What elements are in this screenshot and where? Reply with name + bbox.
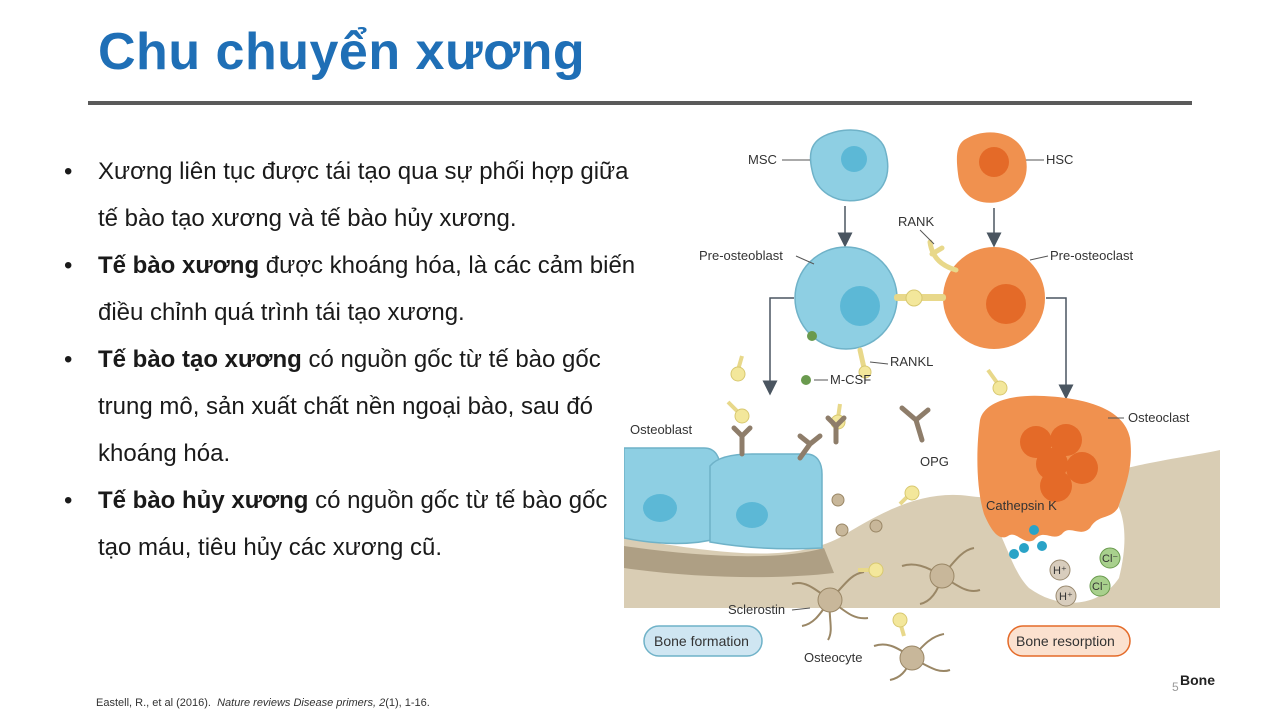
figure-brand: Bone <box>1180 672 1215 688</box>
matrix-particle <box>832 494 844 506</box>
pre-osteoblast-nucleus <box>840 286 880 326</box>
osteoclast-label: Osteoclast <box>1128 410 1190 425</box>
sclerostin-leader-line <box>792 608 810 610</box>
cathepsin-dot <box>1029 525 1039 535</box>
bone-remodeling-figure <box>624 118 1220 700</box>
pre-osteoblast-label: Pre-osteoblast <box>699 248 783 263</box>
bullet-dot: • <box>64 252 73 279</box>
bullet-item <box>62 336 642 477</box>
h-ion-label: H⁺ <box>1059 591 1073 603</box>
citation-authors: Eastell, R., et al (2016). <box>96 697 211 709</box>
rankl-ligand-head <box>906 290 922 306</box>
msc-nucleus <box>841 146 867 172</box>
hsc-label: HSC <box>1046 152 1074 167</box>
cl-ion-label: Cl⁻ <box>1102 553 1119 565</box>
osteocyte-body <box>818 588 842 612</box>
citation-journal: Nature reviews Disease primers, 2 <box>217 697 386 709</box>
cl-ion-label: Cl⁻ <box>1092 581 1109 593</box>
floating-ligand <box>893 613 907 636</box>
osteocyte-body <box>930 564 954 588</box>
slide-title: Chu chuyển xương <box>98 23 586 81</box>
preosteoclast-to-osteoclast-arrow <box>1046 298 1066 392</box>
floating-ligand <box>988 370 1007 395</box>
rank-receptor <box>930 242 956 270</box>
opg-molecule <box>902 408 928 440</box>
opg-label: OPG <box>920 454 949 469</box>
bullet-list <box>62 148 642 571</box>
bullet-item <box>62 477 642 571</box>
floating-ligand <box>728 402 749 423</box>
pre-osteoclast-nucleus <box>986 284 1026 324</box>
rank-label: RANK <box>898 214 935 229</box>
osteoblast-cell-2 <box>710 454 822 549</box>
bullet-bold-term: Tế bào hủy xương <box>98 487 309 514</box>
osteoblast-label: Osteoblast <box>630 422 693 437</box>
bullet-text: được khoáng hóa, là các cảm biến điều chỉnh quá trình tái tạo xương. <box>98 252 636 326</box>
osteoblast-nucleus-2 <box>736 502 768 528</box>
osteocyte-label: Osteocyte <box>804 650 863 665</box>
rank-leader-line <box>920 230 934 244</box>
cathepsin-dot <box>1009 549 1019 559</box>
cathepsin-label: Cathepsin K <box>986 498 1057 513</box>
citation-issue: (1), 1-16. <box>385 697 430 709</box>
bullet-text: có nguồn gốc từ tế bào gốc tạo máu, tiêu hủy các xương cũ. <box>98 487 608 561</box>
osteoblast-cell-1 <box>624 448 720 543</box>
bullet-bold-term: Tế bào tạo xương <box>98 346 302 373</box>
cathepsin-dot <box>1019 543 1029 553</box>
bone-remodeling-diagram <box>624 118 1220 700</box>
msc-label: MSC <box>748 152 777 167</box>
bullet-text: Xương liên tục được tái tạo qua sự phối hợp giữa tế bào tạo xương và tế bào hủy xương. <box>98 158 629 232</box>
citation <box>96 697 430 709</box>
mcsf-dot <box>807 331 817 341</box>
sclerostin-label: Sclerostin <box>728 602 786 617</box>
bullet-dot: • <box>64 346 73 373</box>
bone-formation-label: Bone formation <box>654 633 749 649</box>
bullet-text: có nguồn gốc từ tế bào gốc trung mô, sản xuất chất nền ngoại bào, sau đó khoáng hóa. <box>98 346 601 467</box>
rankl-leader-line <box>870 362 888 364</box>
floating-ligand <box>731 356 745 381</box>
bullet-bold-term: Tế bào xương <box>98 252 260 279</box>
h-ion-label: H⁺ <box>1053 565 1067 577</box>
bullet-dot: • <box>64 487 73 514</box>
bone-resorption-label: Bone resorption <box>1016 633 1115 649</box>
bullet-dot: • <box>64 158 73 185</box>
pre-osteoclast-label: Pre-osteoclast <box>1050 248 1134 263</box>
mcsf-label: M-CSF <box>830 372 872 387</box>
osteoclast-nucleus <box>1066 452 1098 484</box>
title-divider <box>88 101 1192 105</box>
osteoblast-nucleus-1 <box>643 494 677 522</box>
pre-osteoclast-leader-line <box>1030 256 1048 260</box>
bullet-item <box>62 242 642 336</box>
rankl-label: RANKL <box>890 354 934 369</box>
bullet-item <box>62 148 642 242</box>
osteoblast-receptor <box>734 428 750 454</box>
preosteoblast-to-osteoblast-arrow <box>770 298 794 388</box>
matrix-particle <box>836 524 848 536</box>
slide-number: 5 <box>1172 680 1179 694</box>
matrix-particle <box>870 520 882 532</box>
cathepsin-dot <box>1037 541 1047 551</box>
hsc-nucleus <box>979 147 1009 177</box>
osteocyte-body <box>900 646 924 670</box>
mcsf-legend-dot <box>801 375 811 385</box>
rankl-ligand <box>860 350 864 368</box>
